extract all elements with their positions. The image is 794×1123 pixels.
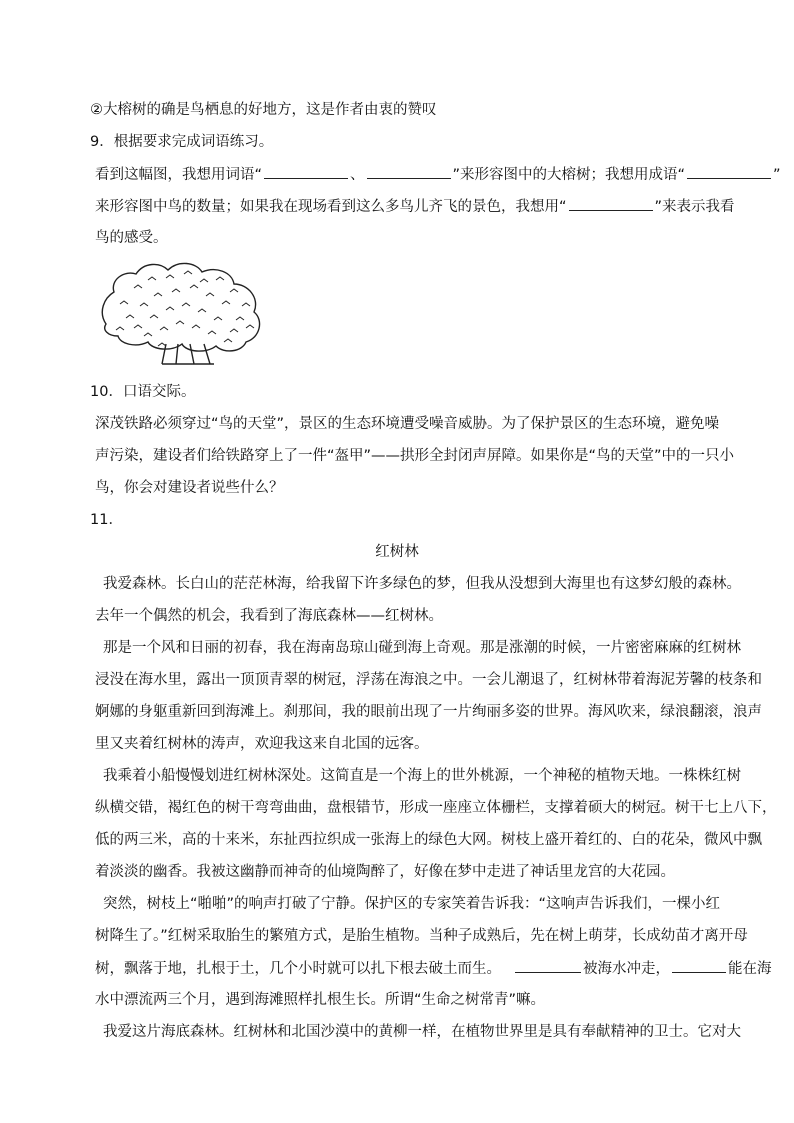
p3-line-1: 我乘着小船慢慢划进红树林深处。这简直是一个海上的世外桃源，一个神秘的植物天地。一株株红树 bbox=[103, 768, 741, 784]
q9-blank-2[interactable] bbox=[367, 164, 451, 179]
p2-line-4: 里又夹着红树林的涛声，欢迎我这来自北国的远客。 bbox=[95, 736, 429, 752]
passage-title: 红树林 bbox=[375, 544, 419, 560]
p1-line-1: 我爱森林。长白山的茫茫林海，给我留下许多绿色的梦，但我从没想到大海里也有这梦幻般的森林。 bbox=[103, 576, 741, 592]
p1-line-2: 去年一个偶然的机会，我看到了海底森林——红树林。 bbox=[95, 608, 443, 624]
q9-text: ”来形容图中的大榕树；我想用成语“ bbox=[452, 167, 686, 183]
q10-line-1: 深茂铁路必须穿过“鸟的天堂”，景区的生态环境遭受噪音威胁。为了保护景区的生态环境，避免噪 bbox=[95, 416, 720, 432]
p3-line-3: 低的两三米，高的十来米，东扯西拉织成一张海上的绿色大网。树枝上盛开着红的、白的花朵，微风中飘 bbox=[95, 832, 762, 848]
q9-heading bbox=[90, 132, 273, 152]
p3-line-4: 着淡淡的幽香。我被这幽静而神奇的仙境陶醉了，好像在梦中走进了神话里龙宫的大花园。 bbox=[95, 864, 675, 880]
q9-text: 来形容图中鸟的数量；如果我在现场看到这么多鸟儿齐飞的景色，我想用“ bbox=[95, 199, 567, 215]
q9-text: 、 bbox=[350, 167, 365, 183]
q10-line-3: 鸟，你会对建设者说些什么？ bbox=[95, 480, 284, 496]
p4-text: 树，飘落于地，扎根于土，几个小时就可以扎下根去破土而生。 bbox=[95, 961, 501, 977]
q9-line-2 bbox=[95, 196, 735, 217]
q10-number: 10． bbox=[90, 384, 123, 400]
p3-line-2: 纵横交错，褐红色的树干弯弯曲曲，盘根错节，形成一座座立体栅栏，支撑着硕大的树冠。树干七上八下， bbox=[95, 800, 777, 816]
p2-line-1: 那是一个风和日丽的初春，我在海南岛琼山碰到海上奇观。那是涨潮的时候，一片密密麻麻的红树林 bbox=[103, 640, 741, 656]
p4-blank-2[interactable] bbox=[672, 958, 726, 973]
banyan-tree-with-birds-illustration bbox=[96, 258, 268, 366]
p4-line-3 bbox=[95, 958, 772, 979]
p4-blank-1[interactable] bbox=[515, 958, 581, 973]
q9-text: 看到这幅图，我想用词语“ bbox=[95, 167, 263, 183]
p2-line-3: 婀娜的身躯重新回到海滩上。刹那间，我的眼前出现了一片绚丽多姿的世界。海风吹来，绿浪翻滚，浪声 bbox=[95, 704, 762, 720]
q9-line-3: 鸟的感受。 bbox=[95, 230, 168, 246]
q10-heading bbox=[90, 382, 195, 402]
q9-blank-1[interactable] bbox=[264, 164, 348, 179]
q10-line-2: 声污染，建设者们给铁路穿上了一件“盔甲”——拱形全封闭声屏障。如果你是“鸟的天堂”中的一只小 bbox=[95, 448, 735, 464]
q10-prompt: 口语交际。 bbox=[122, 384, 196, 400]
p4-line-2: 树降生了。”红树采取胎生的繁殖方式，是胎生植物。当种子成熟后，先在树上萌芽，长成幼苗才离开母 bbox=[95, 928, 748, 944]
p2-line-2: 浸没在海水里，露出一顶顶青翠的树冠，浮荡在海浪之中。一会儿潮退了，红树林带着海泥芳馨的枝条和 bbox=[95, 672, 762, 688]
tree-trunk bbox=[162, 344, 214, 364]
tree-crown-outline bbox=[102, 263, 259, 351]
p4-text: 能在海 bbox=[728, 961, 772, 977]
p4-line-4: 水中漂流两三个月，遇到海滩照样扎根生长。所谓“生命之树常青”嘛。 bbox=[95, 992, 546, 1008]
p4-text: 被海水冲走， bbox=[583, 961, 670, 977]
q8-option-2: ②大榕树的确是鸟栖息的好地方，这是作者由衷的赞叹 bbox=[90, 102, 437, 118]
q9-text: ”来表示我看 bbox=[654, 199, 735, 215]
q9-number: 9． bbox=[90, 134, 114, 150]
p5-line-1: 我爱这片海底森林。红树林和北国沙漠中的黄柳一样，在植物世界里是具有奉献精神的卫士。它对大 bbox=[103, 1024, 741, 1040]
p4-line-1: 突然，树枝上“啪啪”的响声打破了宁静。保护区的专家笑着告诉我：“这响声告诉我们，一棵小红 bbox=[103, 896, 721, 912]
q9-blank-3[interactable] bbox=[687, 164, 771, 179]
q11-number: 11． bbox=[90, 512, 123, 528]
q9-blank-4[interactable] bbox=[569, 196, 653, 211]
q9-prompt: 根据要求完成词语练习。 bbox=[113, 134, 274, 150]
q9-line-1 bbox=[95, 164, 781, 185]
q9-text: ” bbox=[773, 167, 781, 183]
